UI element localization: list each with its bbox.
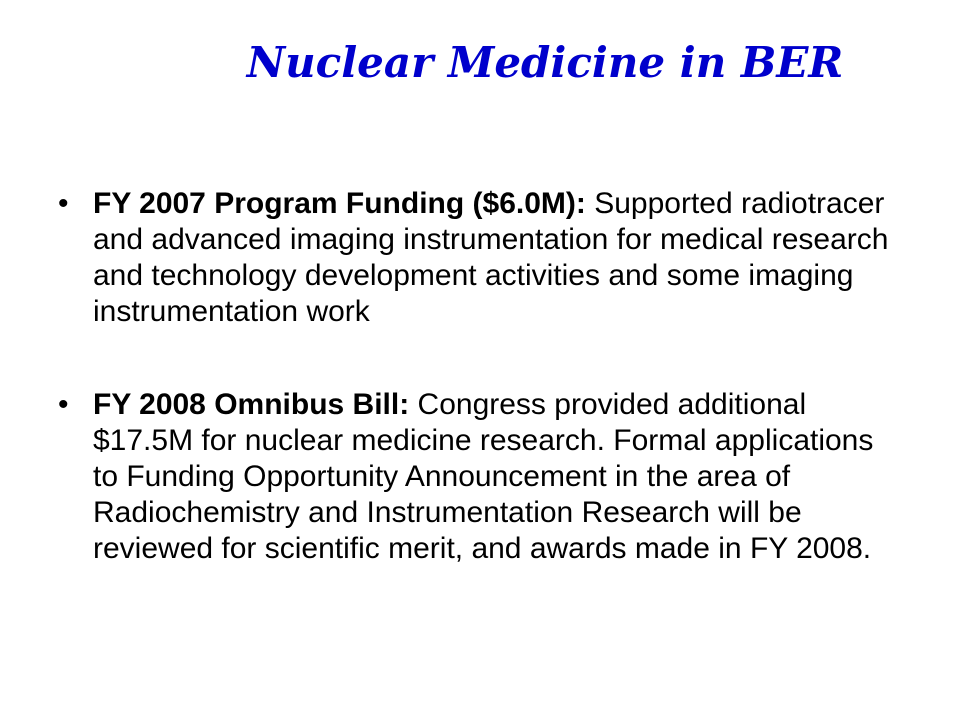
bullet-item xyxy=(58,186,900,330)
bullet-text: Supported radiotracer and advanced imaging instrumentation for medical research and technology development activities and some imaging instrumentation work xyxy=(93,187,889,328)
bullet-list xyxy=(58,186,900,567)
bullet-lead: FY 2007 Program Funding ($6.0M): xyxy=(93,187,586,220)
bullet-dot-icon: • xyxy=(58,187,69,220)
bullet-item xyxy=(58,387,900,567)
bullet-dot-icon: • xyxy=(58,388,69,421)
slide-title: Nuclear Medicine in BER xyxy=(246,38,844,87)
bullet-lead: FY 2008 Omnibus Bill: xyxy=(93,388,410,421)
bullet-text: Congress provided additional $17.5M for nuclear medicine research. Formal applications to Funding Opportunity Announcement in the area of Radiochemistry and Instrumentation Research will be reviewed for scientific merit, and awards made in FY 2008. xyxy=(93,388,874,565)
